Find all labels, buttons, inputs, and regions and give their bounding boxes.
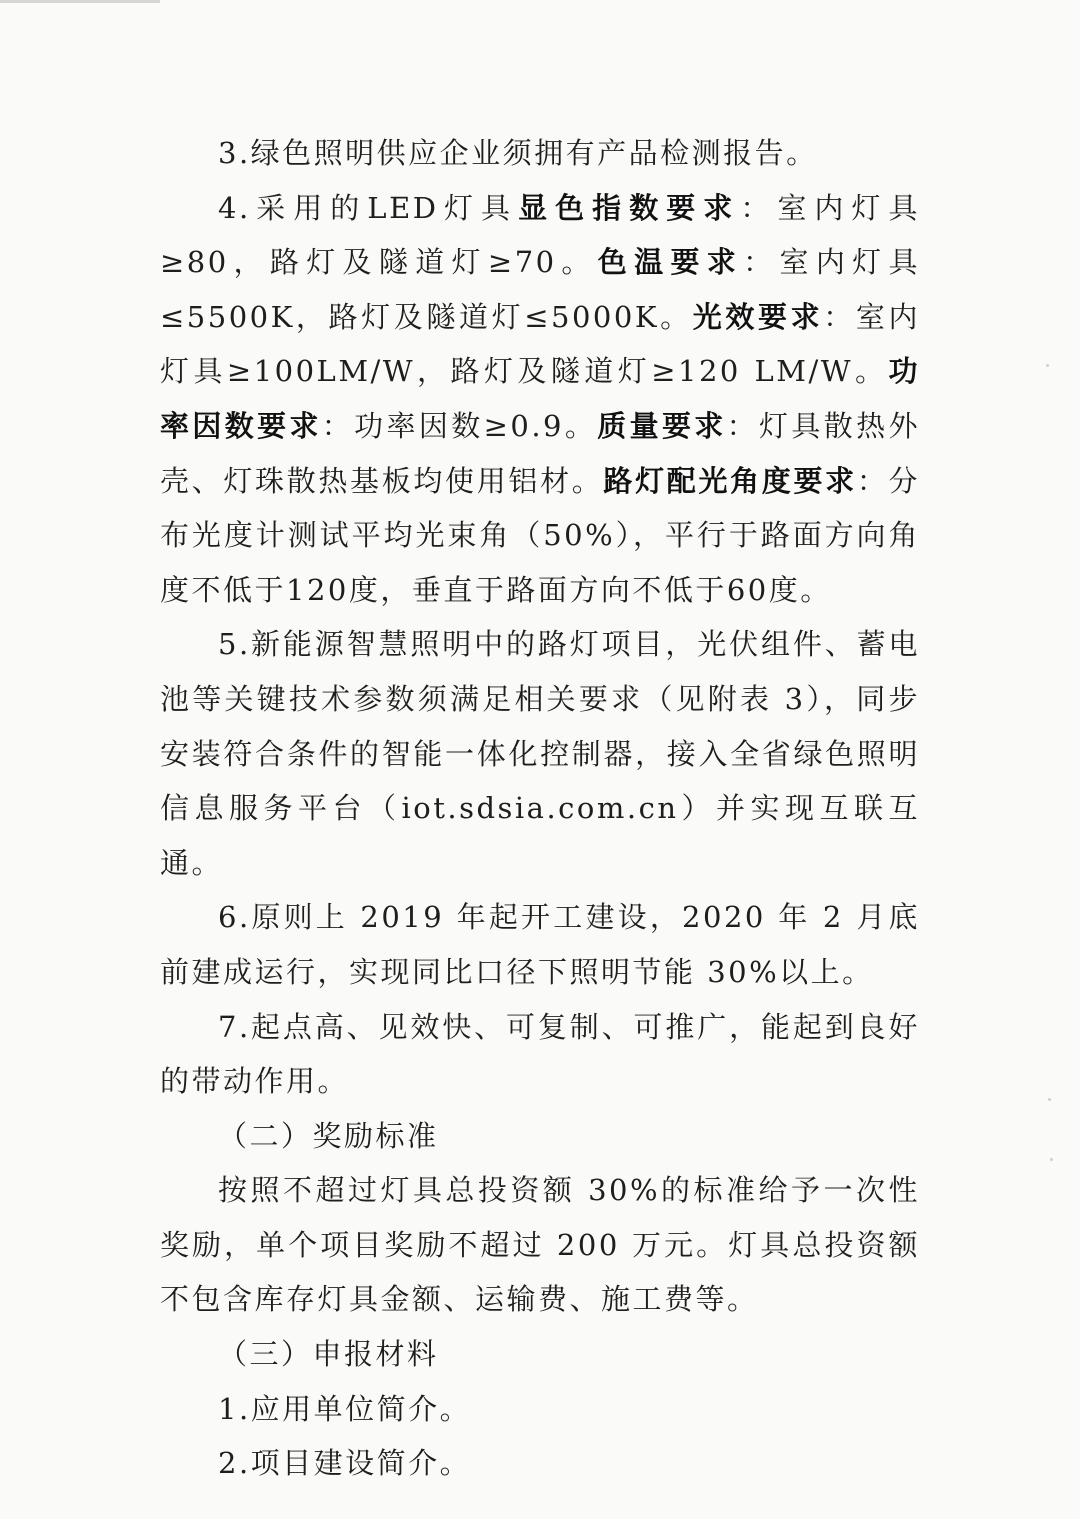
paragraph-text: ：灯具散热外壳、灯珠散热基板均使用铝材。 xyxy=(160,408,920,498)
bold-requirement-label: 光效要求 xyxy=(692,299,824,334)
section-heading-reward xyxy=(160,1109,920,1164)
scan-speck xyxy=(1046,364,1049,367)
bold-requirement-label: 显色指数要求 xyxy=(518,190,741,225)
paragraph-item-7 xyxy=(160,1000,920,1109)
bold-requirement-label: 色温要求 xyxy=(597,245,744,280)
list-item-2 xyxy=(160,1436,920,1491)
paragraph-text: ：室内灯具≥100LM/W，路灯及隧道灯≥120 LM/W。 xyxy=(160,299,920,389)
paragraph-text: 2.项目建设简介。 xyxy=(218,1446,472,1481)
scan-speck xyxy=(1050,1158,1053,1161)
paragraph-item-3 xyxy=(160,126,920,181)
paragraph-item-4 xyxy=(160,181,920,618)
section-heading-text: （二）奖励标准 xyxy=(218,1118,439,1153)
bold-requirement-label: 功率因数要求 xyxy=(160,354,920,443)
scan-speck xyxy=(1048,1098,1051,1101)
paragraph-text: 5.新能源智慧照明中的路灯项目，光伏组件、蓄电池等关键技术参数须满足相关要求（见附表 3），同步安装符合条件的智能一体化控制器，接入全省绿色照明信息服务平台（iot.sdsia.com.cn）并实现互联互通。 xyxy=(160,627,920,880)
paragraph-text: ：室内灯具≤5500K，路灯及隧道灯≤5000K。 xyxy=(160,245,920,334)
paragraph-text: 3.绿色照明供应企业须拥有产品检测报告。 xyxy=(218,136,818,170)
paragraph-text: ：分布光度计测试平均光束角（50%），平行于路面方向角度不低于120度，垂直于路面方向不低于60度。 xyxy=(160,463,920,607)
list-item-1 xyxy=(160,1382,920,1437)
paragraph-reward-standard xyxy=(160,1163,920,1327)
bold-requirement-label: 路灯配光角度要求 xyxy=(603,463,857,498)
document-body xyxy=(160,126,920,1491)
paragraph-text: ：功率因数≥0.9。 xyxy=(321,408,598,443)
paragraph-text: 1.应用单位简介。 xyxy=(218,1391,472,1426)
paragraph-text: 4.采用的LED灯具 xyxy=(218,190,519,225)
section-heading-text: （三）申报材料 xyxy=(218,1337,439,1372)
bold-requirement-label: 质量要求 xyxy=(597,408,727,443)
paragraph-text: ：室内灯具≥80，路灯及隧道灯≥70。 xyxy=(160,190,920,280)
paragraph-text: 7.起点高、见效快、可复制、可推广，能起到良好的带动作用。 xyxy=(160,1009,920,1099)
section-heading-materials xyxy=(160,1327,920,1382)
paragraph-item-6 xyxy=(160,890,920,999)
paragraph-text: 按照不超过灯具总投资额 30%的标准给予一次性奖励，单个项目奖励不超过 200 万元。灯具总投资额不包含库存灯具金额、运输费、施工费等。 xyxy=(160,1173,920,1317)
scan-edge-mark xyxy=(0,0,160,3)
paragraph-item-5 xyxy=(160,617,920,890)
paragraph-text: 6.原则上 2019 年起开工建设，2020 年 2 月底前建成运行，实现同比口径下照明节能 30%以上。 xyxy=(160,900,920,989)
